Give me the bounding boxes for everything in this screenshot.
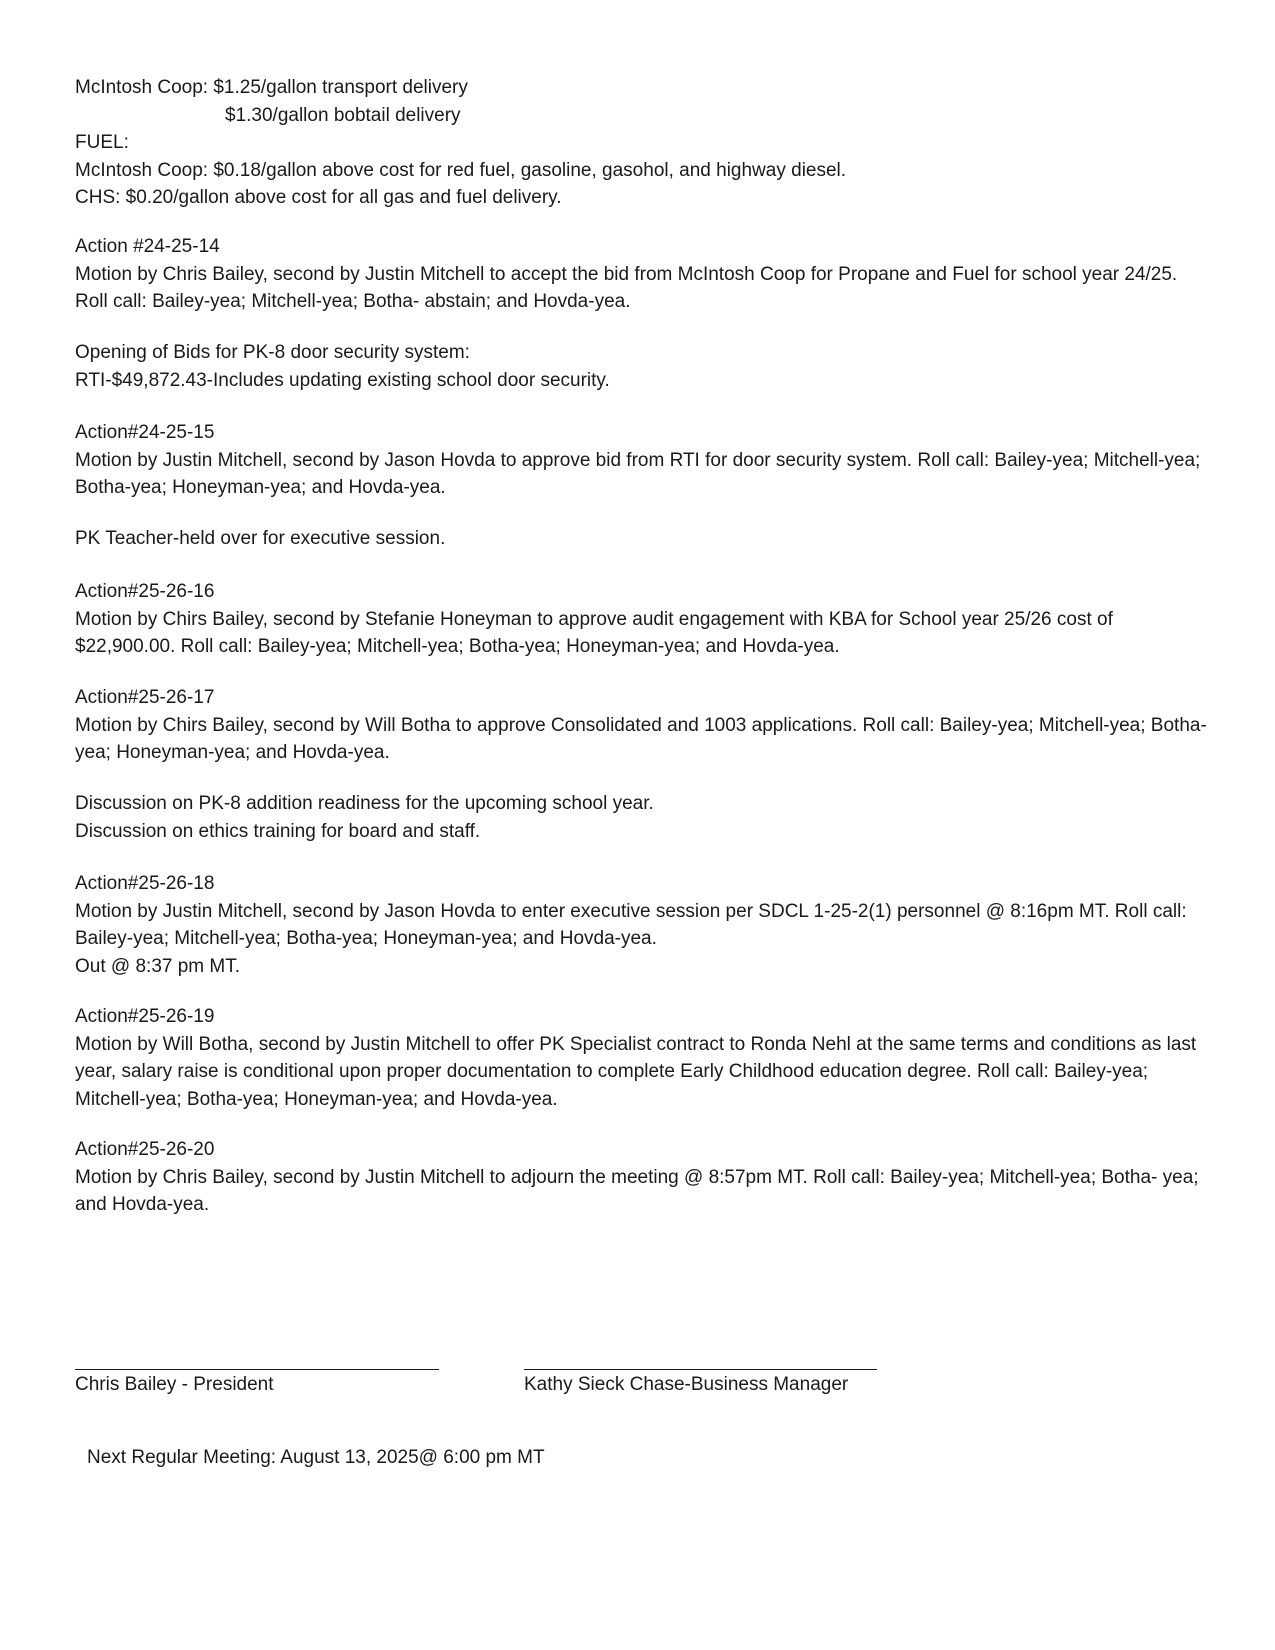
bids-heading: Opening of Bids for PK-8 door security system: <box>75 342 470 363</box>
door-security-bids <box>75 339 1215 394</box>
bid-prices-section <box>75 74 1215 212</box>
propane-price-transport: McIntosh Coop: $1.25/gallon transport delivery <box>75 77 468 98</box>
pk-teacher-note <box>75 525 1215 553</box>
fuel-price-mcintosh: McIntosh Coop: $0.18/gallon above cost for red fuel, gasoline, gasohol, and highway diesel. <box>75 159 847 181</box>
action-title: Action#25-26-17 <box>75 687 215 708</box>
action-24-25-14 <box>75 233 1215 316</box>
pk-teacher-text: PK Teacher-held over for executive session. <box>75 528 446 549</box>
action-25-26-19 <box>75 1003 1215 1113</box>
action-text: Motion by Chirs Bailey, second by Stefanie Honeyman to approve audit engagement with KBA for School year 25/26 cost of $22,900.00. Roll call: Bailey-yea; Mitchell-yea; Botha-yea; Honeyman-yea; and Hovda-yea. <box>75 608 1113 658</box>
action-text: Motion by Chris Bailey, second by Justin Mitchell to adjourn the meeting @ 8:57pm MT. Roll call: Bailey-yea; Mitchell-yea; Botha- yea; and Hovda-yea. <box>75 1166 1199 1216</box>
action-25-26-17 <box>75 684 1215 767</box>
bid-rti: RTI-$49,872.43-Includes updating existing school door security. <box>75 369 610 391</box>
discussion-section <box>75 790 1215 845</box>
next-meeting: Next Regular Meeting: August 13, 2025@ 6:00 pm MT <box>87 1447 545 1468</box>
action-title: Action#25-26-18 <box>75 873 215 894</box>
action-title: Action#25-26-16 <box>75 581 215 602</box>
action-text: Motion by Chris Bailey, second by Justin Mitchell to accept the bid from McIntosh Coop for Propane and Fuel for school year 24/25. Roll call: Bailey-yea; Mitchell-yea; Botha- abstain; and Hovda-yea. <box>75 263 1178 313</box>
action-24-25-15 <box>75 419 1215 502</box>
signature-label: Chris Bailey - President <box>75 1374 274 1395</box>
action-text: Motion by Will Botha, second by Justin Mitchell to offer PK Specialist contract to Ronda Nehl at the same terms and conditions as last year, salary raise is conditional upon proper documentation to complete Early Childhood education degree. Roll call: Bailey-yea; Mitchell-yea; Botha-yea; Honeyman-yea; and Hovda-yea. <box>75 1033 1197 1110</box>
action-25-26-18 <box>75 870 1215 980</box>
action-title: Action#25-26-20 <box>75 1139 215 1160</box>
action-title: Action#25-26-19 <box>75 1006 215 1027</box>
session-out-time: Out @ 8:37 pm MT. <box>75 955 241 977</box>
action-25-26-20 <box>75 1136 1215 1219</box>
action-text: Motion by Justin Mitchell, second by Jason Hovda to approve bid from RTI for door security system. Roll call: Bailey-yea; Mitchell-yea; Botha-yea; Honeyman-yea; and Hovda-yea. <box>75 449 1201 499</box>
fuel-price-chs: CHS: $0.20/gallon above cost for all gas and fuel delivery. <box>75 187 562 209</box>
signature-business-manager <box>524 1344 877 1398</box>
signature-line <box>75 1344 439 1370</box>
propane-price-bobtail: $1.30/gallon bobtail delivery <box>225 104 461 126</box>
fuel-heading: FUEL: <box>75 132 129 154</box>
signature-line <box>524 1344 877 1370</box>
signature-label: Kathy Sieck Chase-Business Manager <box>524 1374 849 1395</box>
action-title: Action #24-25-14 <box>75 236 220 257</box>
discussion-pk8: Discussion on PK-8 addition readiness for the upcoming school year. <box>75 793 654 814</box>
action-text: Motion by Chirs Bailey, second by Will Botha to approve Consolidated and 1003 applications. Roll call: Bailey-yea; Mitchell-yea; Botha-yea; Honeyman-yea; and Hovda-yea. <box>75 714 1207 764</box>
action-title: Action#24-25-15 <box>75 422 215 443</box>
discussion-ethics: Discussion on ethics training for board and staff. <box>75 820 481 842</box>
signature-president <box>75 1344 439 1398</box>
action-25-26-16 <box>75 578 1215 661</box>
action-text: Motion by Justin Mitchell, second by Jason Hovda to enter executive session per SDCL 1-25-2(1) personnel @ 8:16pm MT. Roll call: Bailey-yea; Mitchell-yea; Botha-yea; Honeyman-yea; and Hovda-yea. <box>75 900 1187 950</box>
